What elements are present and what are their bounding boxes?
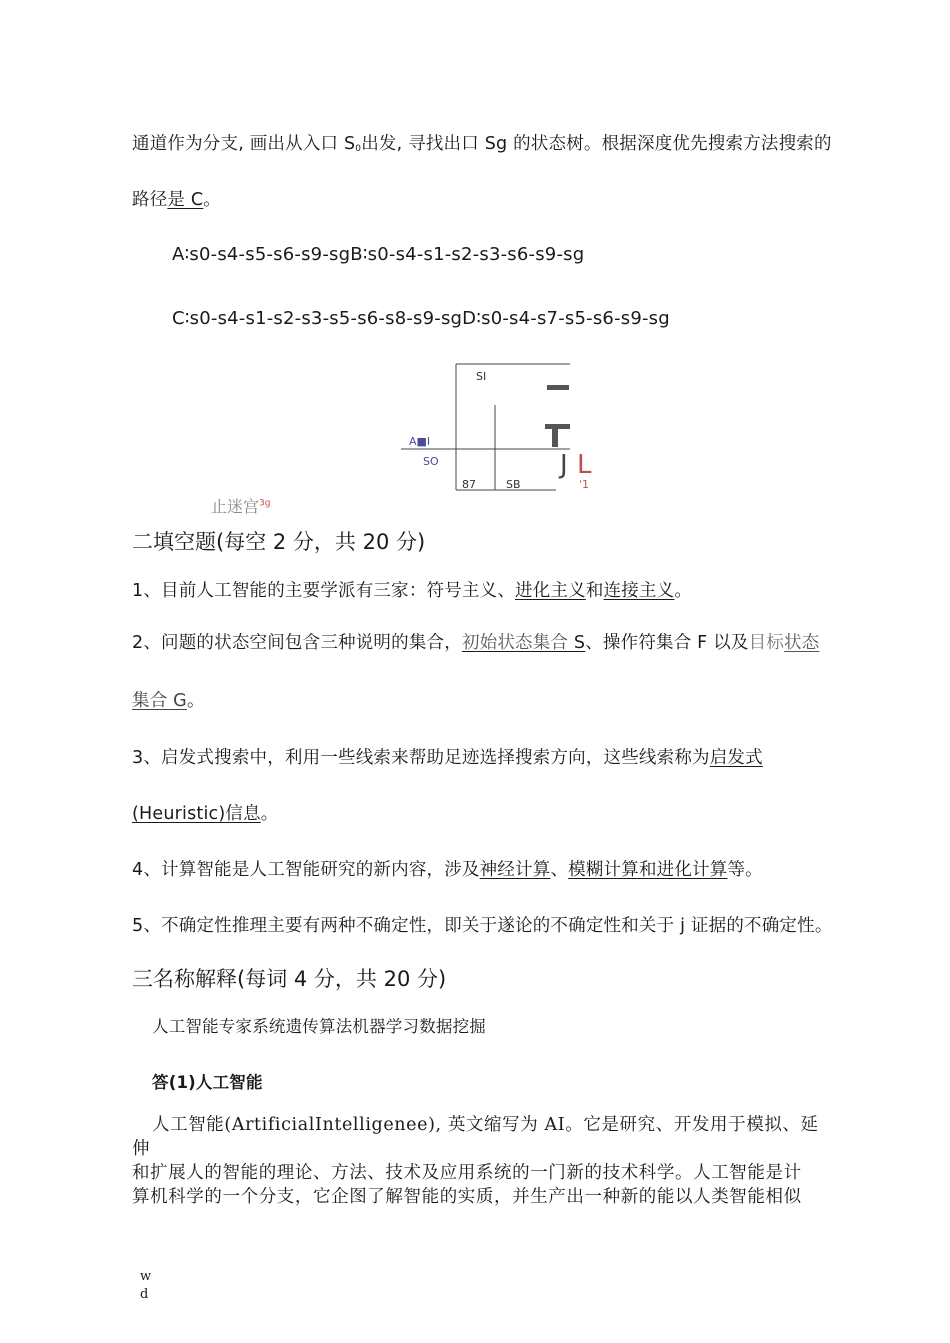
subscript: 0	[355, 144, 362, 154]
answer-text: 神经计算	[479, 860, 551, 880]
paragraph-line: 人工智能(ArtificialIntelligenee), 英文缩写为 AI。它是研究、开发用于模拟、延	[152, 1115, 819, 1135]
maze-caption: 止迷宫$^{3g}$	[211, 497, 271, 516]
answer-text: 状态	[784, 633, 820, 653]
footer-line: w	[140, 1269, 152, 1284]
maze-label-sb: SB	[506, 478, 521, 491]
maze-entry-label: A■I	[409, 435, 431, 448]
answer-heading: 答(1)人工智能	[152, 1073, 263, 1092]
maze-lines	[0, 0, 950, 520]
maze-glyph-small: ˈ1	[579, 478, 590, 491]
paragraph-line: 和扩展人的智能的理论、方法、技术及应用系统的一门新的技术科学。人工智能是计	[132, 1163, 802, 1183]
answer-text: 进化主义	[515, 581, 586, 601]
section-2-heading: 二填空题(每空 2 分，共 20 分)	[132, 530, 426, 554]
maze-caption-sup: 3g	[259, 498, 271, 509]
punctuation: 。	[203, 190, 221, 210]
fill-question-2-cont: 集合 G。	[132, 691, 205, 711]
maze-label-si: SI	[476, 370, 487, 383]
options-ab: A∶s0-s4-s5-s6-s9-sgB∶s0-s4-s1-s2-s3-s6-s9-sg	[172, 244, 585, 265]
answer-text: 集合 G	[132, 691, 187, 711]
section-3-heading: 三名称解释(每词 4 分，共 20 分)	[132, 967, 447, 991]
definition-paragraph	[132, 1113, 852, 1209]
maze-glyph-j: J	[560, 450, 568, 480]
fill-question-2: 2、问题的状态空间包含三种说明的集合，初始状态集合 S、操作符集合 F 以及目标状态	[132, 633, 820, 653]
fill-question-1: 1、目前人工智能的主要学派有三家：符号主义、进化主义和连接主义。	[132, 581, 693, 601]
fill-question-4: 4、计算智能是人工智能研究的新内容，涉及神经计算、模糊计算和进化计算等。	[132, 860, 763, 880]
question-text: 出发, 寻找出口 Sg 的状态树。根据深度优先搜索方法搜索的	[361, 134, 832, 154]
answer-text: 模糊计算和进化计算	[568, 860, 728, 880]
paragraph-line: 伸	[132, 1139, 151, 1159]
fill-question-5: 5、不确定性推理主要有两种不确定性，即关于遂论的不确定性和关于 j 证据的不确定性。	[132, 916, 833, 936]
answer-text: (Heuristic)信息	[132, 804, 261, 824]
footer-line: d	[140, 1287, 149, 1302]
answer-text: 连接主义	[603, 581, 675, 601]
terms-list: 人工智能专家系统遗传算法机器学习数据挖掘	[152, 1017, 486, 1036]
question-text: 通道作为分支, 画出从入口 S	[132, 134, 356, 154]
question-text: 路径	[132, 190, 168, 210]
options-cd: C∶s0-s4-s1-s2-s3-s5-s6-s8-s9-sgD∶s0-s4-s7-s5-s6-s9-sg	[172, 308, 670, 329]
paragraph-line: 算机科学的一个分支，它企图了解智能的实质，并生产出一种新的能以人类智能相似	[132, 1187, 802, 1207]
answer-text: 启发式	[709, 748, 763, 768]
maze-glyph-l: L	[577, 450, 592, 480]
maze-label-87: 87	[462, 478, 476, 491]
fill-question-3: 3、启发式搜索中，利用一些线索来帮助足迹选择搜索方向，这些线索称为启发式	[132, 748, 763, 768]
footer-mark	[140, 1268, 151, 1304]
answer-text: 初始状态集合 S	[461, 633, 586, 653]
maze-label-so: SO	[423, 455, 439, 468]
answer-text: 是 C	[167, 190, 204, 210]
fill-question-3-cont: (Heuristic)信息。	[132, 804, 279, 824]
